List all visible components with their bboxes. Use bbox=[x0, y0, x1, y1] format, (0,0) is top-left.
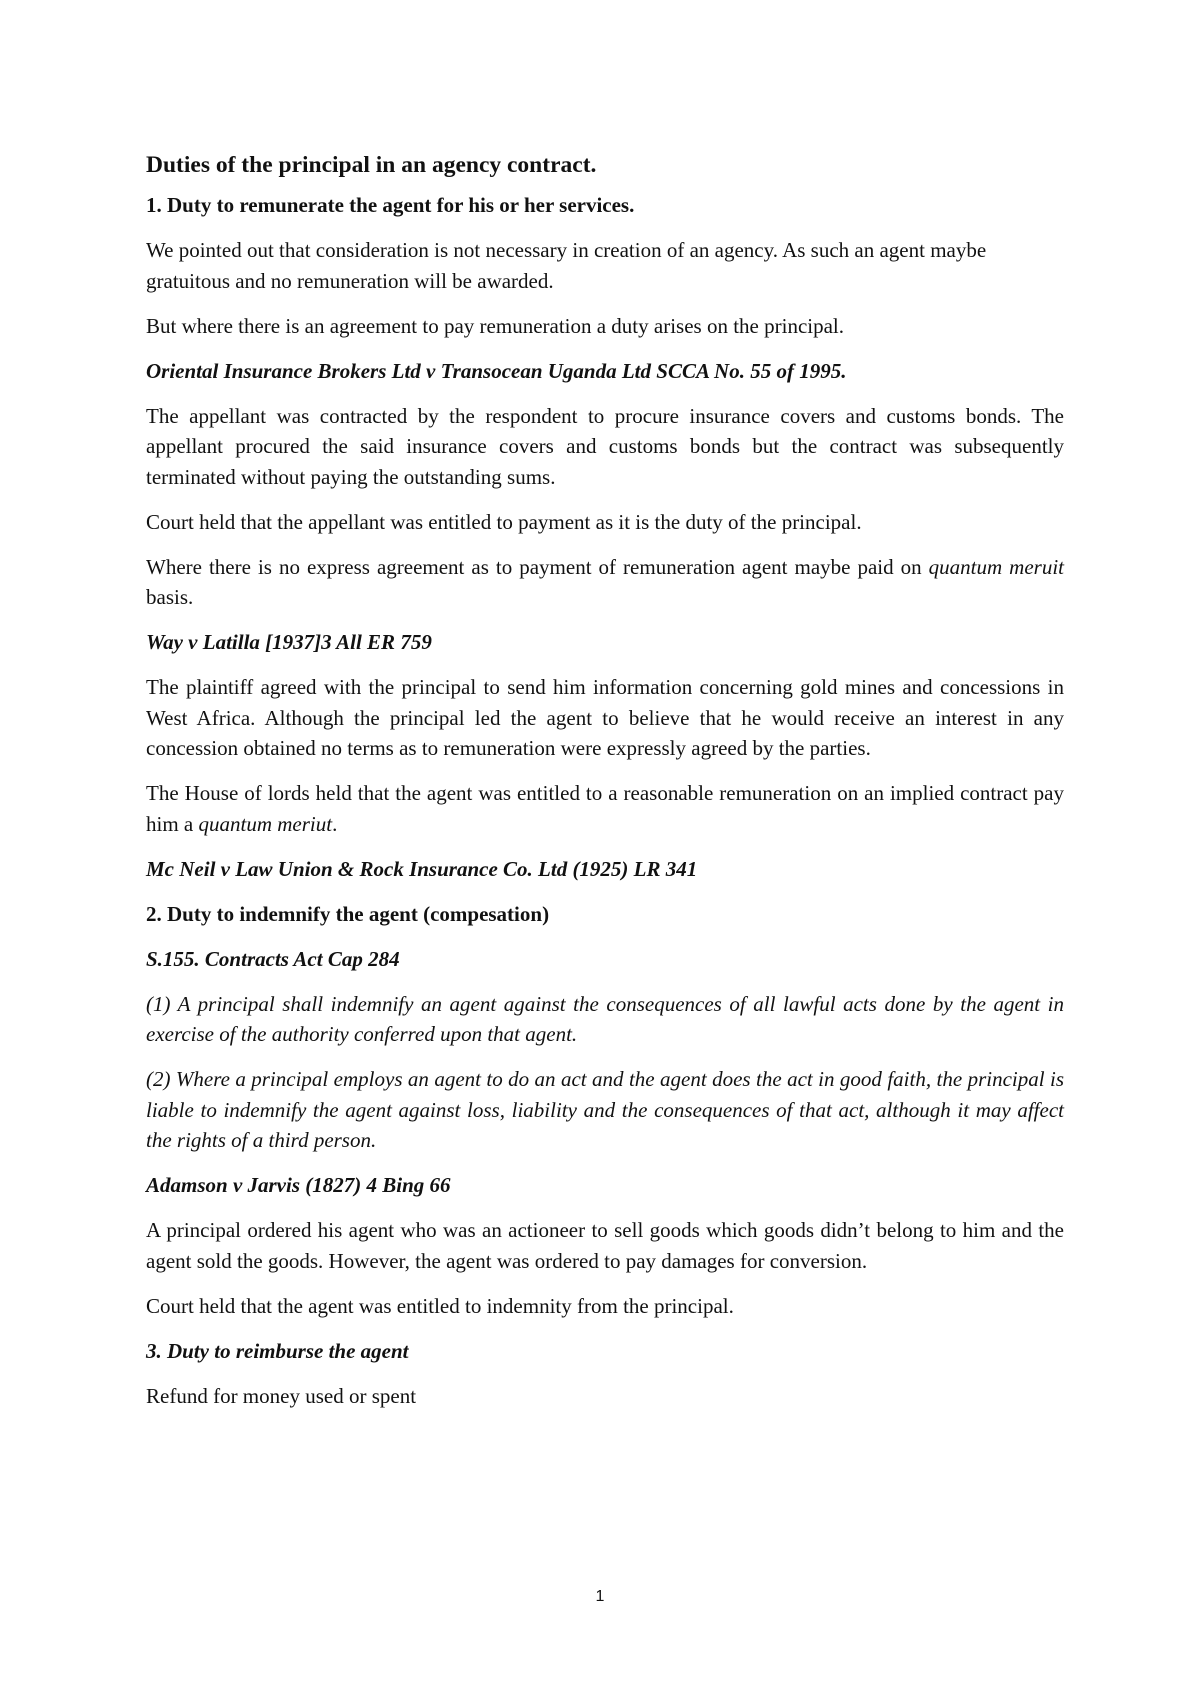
paragraph-oriental-holding: Court held that the appellant was entitled to payment as it is the duty of the principal. bbox=[146, 509, 862, 534]
section-3-heading: 3. Duty to reimburse the agent bbox=[146, 1338, 409, 1363]
case-citation-oriental: Oriental Insurance Brokers Ltd v Transocean Uganda Ltd SCCA No. 55 of 1995. bbox=[146, 358, 847, 383]
statute-subsection-2: (2) Where a principal employs an agent to do an act and the agent does the act in good faith, the principal is liable to indemnify the agent against loss, liability and the consequences of that act, although it may affect the rights of a third person. bbox=[146, 1067, 1064, 1152]
latin-term: quantum meruit bbox=[928, 554, 1064, 579]
paragraph-latilla-holding bbox=[146, 778, 1064, 839]
case-citation-adamson: Adamson v Jarvis (1827) 4 Bing 66 bbox=[146, 1173, 451, 1197]
statute-reference: S.155. Contracts Act Cap 284 bbox=[146, 946, 400, 971]
section-1-heading: 1. Duty to remunerate the agent for his or her services. bbox=[146, 193, 635, 217]
paragraph-reimburse: Refund for money used or spent bbox=[146, 1383, 417, 1408]
section-2-heading: 2. Duty to indemnify the agent (compesation) bbox=[146, 901, 550, 926]
statute-subsection-1: (1) A principal shall indemnify an agent against the consequences of all lawful acts done by the agent in exercise of the authority conferred upon that agent. bbox=[146, 991, 1064, 1046]
text-fragment: . bbox=[332, 811, 338, 836]
case-citation-mc-neil: Mc Neil v Law Union & Rock Insurance Co. Ltd (1925) LR 341 bbox=[146, 856, 698, 881]
text-fragment: basis. bbox=[146, 585, 194, 609]
paragraph-quantum-meruit bbox=[146, 552, 1064, 613]
page-number: 1 bbox=[595, 1588, 605, 1605]
paragraph-consideration: We pointed out that consideration is not necessary in creation of an agency. As such an agent maybe gratuitous and no remuneration will be awarded. bbox=[146, 238, 987, 293]
case-citation-way-v-latilla: Way v Latilla [1937]3 All ER 759 bbox=[146, 630, 432, 654]
paragraph-agreement-duty: But where there is an agreement to pay remuneration a duty arises on the principal. bbox=[146, 313, 845, 338]
text-fragment: Where there is no express agreement as to payment of remuneration agent maybe paid on bbox=[146, 554, 929, 579]
paragraph-adamson-holding: Court held that the agent was entitled to indemnity from the principal. bbox=[146, 1293, 734, 1318]
paragraph-oriental-facts: The appellant was contracted by the respondent to procure insurance covers and customs bonds. The appellant procured the said insurance covers and customs bonds but the contract was subsequently terminated without paying the outstanding sums. bbox=[146, 403, 1064, 489]
paragraph-latilla-facts: The plaintiff agreed with the principal to send him information concerning gold mines and concessions in West Africa. Although the principal led the agent to believe that he would receive an interest in any concession obtained no terms as to remuneration were expressly agreed by the parties. bbox=[146, 675, 1064, 760]
paragraph-adamson-facts: A principal ordered his agent who was an actioneer to sell goods which goods didn’t belong to him and the agent sold the goods. However, the agent was ordered to pay damages for conversion. bbox=[146, 1218, 1064, 1273]
latin-term: quantum meriut bbox=[198, 811, 333, 836]
document-title: Duties of the principal in an agency contract. bbox=[146, 152, 597, 178]
document-page bbox=[146, 150, 1064, 1426]
text-fragment: The House of lords held that the agent was entitled to a reasonable remuneration on an implied contract pay him a bbox=[146, 781, 1064, 836]
